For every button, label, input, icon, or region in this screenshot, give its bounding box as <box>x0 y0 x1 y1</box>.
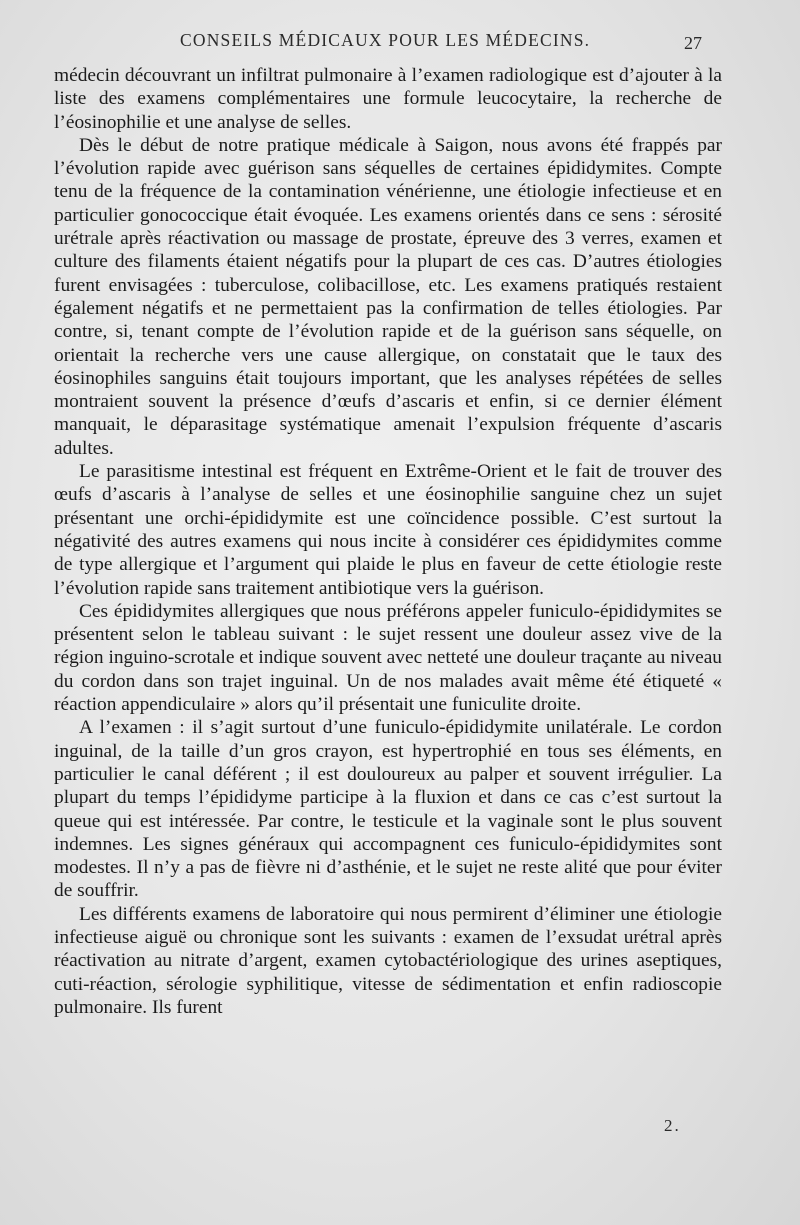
page-number: 27 <box>684 33 702 53</box>
paragraph-funiculo-epididymites: Ces épididymites allergiques que nous préférons appeler funiculo-épididymites se présentent selon le tableau suivant : le sujet ressent une douleur assez vive de la région inguino-scrotale et indique souvent avec netteté une douleur traçante au niveau du cordon dans son trajet inguinal. Un de nos malades avait même été étiqueté « réaction appendiculaire » alors qu’il présentait une funiculite droite. <box>54 600 722 716</box>
signature-mark: 2. <box>664 1116 681 1135</box>
body-text <box>54 64 722 1019</box>
paragraph-laboratoire: Les différents examens de laboratoire qui nous permirent d’éliminer une étiologie infectieuse aiguë ou chronique sont les suivants : examen de l’exsudat urétral après réactivation au nitrate d’argent, examen cytobactériologique des urines aseptiques, cuti-réaction, sérologie syphilitique, vitesse de sédimentation et enfin radioscopie pulmonaire. Ils furent <box>54 903 722 1018</box>
paragraph-parasitisme: Le parasitisme intestinal est fréquent en Extrême-Orient et le fait de trouver des œufs d’ascaris à l’analyse de selles et une éosinophilie sanguine chez un sujet présentant une orchi-épididymite est une coïncidence possible. C’est surtout la négativité des autres examens qui nous incite à considérer ces épididymites comme de type allergique et l’argument qui plaide le plus en faveur de cette étiologie reste l’évolution rapide sans traitement antibiotique vers la guérison. <box>54 461 722 599</box>
paragraph-epididymites-saigon: Dès le début de notre pratique médicale à Saigon, nous avons été frappés par l’évolution rapide avec guérison sans séquelles de certaines épididymites. Compte tenu de la fréquence de la contamination vénérienne, une étiologie infectieuse et en particulier gonococcique était évoquée. Les examens orientés dans ce sens : sérosité urétrale après réactivation ou massage de prostate, épreuve des 3 verres, examen et culture des filaments étaient négatifs pour la plupart de ces cas. D’autres étiologies furent envisagées : tuberculose, colibacillose, etc. Les examens pratiqués restaient également négatifs et ne permettaient pas la confirmation de telles étiologies. Par contre, si, tenant compte de l’évolution rapide et de la guérison sans séquelle, on orientait la recherche vers une cause allergique, on constatait que le taux des éosinophiles sanguins était toujours important, que les analyses répétées de selles montraient souvent la présence d’œufs d’ascaris et enfin, si ce dernier élément manquait, le déparasitage systématique amenait l’expulsion fréquente d’ascaris adultes. <box>54 134 722 459</box>
paragraph-examen: A l’examen : il s’agit surtout d’une funiculo-épididymite unilatérale. Le cordon inguinal, de la taille d’un gros crayon, est hypertrophié en tous ses éléments, en particulier le canal déférent ; il est douloureux au palper et souvent irrégulier. La plupart du temps l’épididyme participe à la fluxion et dans ce cas c’est surtout la queue qui est intéressée. Par contre, le testicule et la vaginale sont le plus souvent indemnes. Les signes généraux qui accompagnent ces funiculo-épididymites sont modestes. Il n’y a pas de fièvre ni d’asthénie, et le sujet ne reste alité que pour éviter de souffrir. <box>54 717 722 902</box>
running-title: CONSEILS MÉDICAUX POUR LES MÉDECINS. <box>180 30 591 50</box>
paragraph-continuation: médecin découvrant un infiltrat pulmonaire à l’examen radiologique est d’ajouter à la liste des examens complémentaires une formule leucocytaire, la recherche de l’éosinophilie et une analyse de selles. <box>54 65 722 133</box>
